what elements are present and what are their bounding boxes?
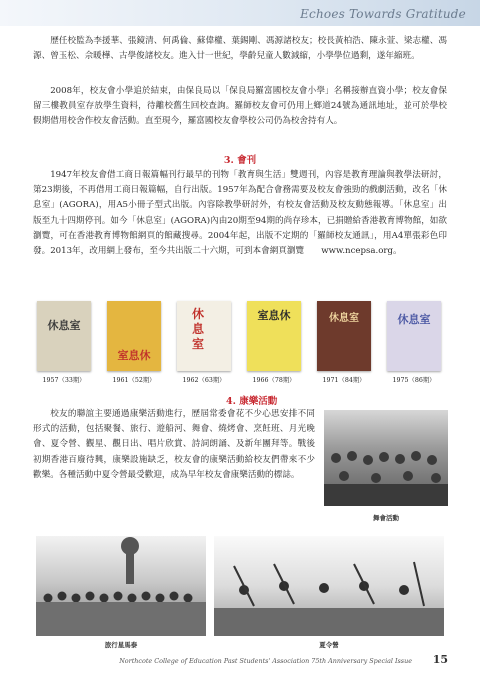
cover-caption: 1962（63期） [182, 377, 226, 384]
cover-1971 [317, 301, 371, 371]
cover-caption: 1966（78期） [252, 377, 296, 384]
cover-title: 室息休 [117, 349, 151, 362]
footer-text: Northcote College of Education Past Students' Association 75th Anniversary Special Issue [119, 657, 412, 665]
camp-photo [214, 536, 444, 636]
cover-1975 [387, 301, 441, 371]
cover-1961 [107, 301, 161, 371]
page-number: 15 [432, 653, 448, 666]
photo-caption: 夏令營 [319, 641, 339, 649]
header-title: Echoes Towards Gratitude [300, 7, 466, 21]
cover-1957 [37, 301, 91, 371]
photo-caption: 舞會活動 [373, 514, 399, 522]
cover-title: 休息室 [397, 313, 431, 326]
photo-caption: 旅行星馬泰 [104, 641, 138, 649]
cover-title: 休息室 [191, 307, 204, 351]
dance-photo [324, 410, 448, 506]
cover-caption: 1975（86期） [392, 377, 436, 384]
cover-1962 [177, 301, 231, 371]
cover-caption: 1957（33期） [42, 377, 86, 384]
cover-caption: 1961（52期） [112, 377, 156, 384]
newsletter-covers [33, 301, 447, 393]
paragraph-principals: 歷任校監為李援華、張鏡清、何禹倫、蘇偉權、葉錫剛、馮源諸校友；校長黃柏浩、陳永萱、梁志權、馮源、曾玉松、佘暖樺、古學俊諸校友。進入廿一世紀，學齡兒童人數減縮，小學學位過剩，遂年縮班。 [33, 36, 447, 62]
paragraph-newsletter: 1947年校友會借工商日報篇幅刊行最早的刊物「教育與生活」雙週刊，內容是教育理論與教學法研討，第23期後，不再借用工商日報篇幅，自行出版。1957年為配合會務需要及校友會強勁的戲劇活動，改名「休息室」(AGORA)，用A5小冊子型式出版。內容除教學研討外，有校友會活動及校友動態報導。「休息室」出版至九十四期停刊。如今「休息室」(AGORA)內由20期至94期的尚存珍本，已捐贈給香港教育博物館，如欲瀏覽，可在香港教育博物館網頁的館藏搜尋。2004年起，出版不定期的「羅師校友通訊」，用A4單張彩色印發。2013年，改用網上發布，至今共出版二十六期，可到本會網頁瀏覽 www.ncepsa.org。 [33, 170, 447, 257]
kayak-figures [214, 536, 444, 636]
section-heading-newsletter: 3. 會刊 [223, 155, 257, 166]
cover-caption: 1971（84期） [322, 377, 366, 384]
cover-title: 休息室 [329, 313, 359, 324]
section-heading-activities: 4. 康樂活動 [226, 396, 278, 407]
cover-1966 [247, 301, 301, 371]
cover-title: 室息休 [257, 309, 291, 322]
paragraph-activities: 校友的聯誼主要通過康樂活動進行，歷屆常委會花不少心思安排不同形式的活動，包括聚餐、旅行、遊船河、舞會、燒烤會、烹飪班、月光晚會、夏令營、觀星、觀日出、唱片欣賞、詩詞朗誦、及新年團拜等。戰後初期香港百廢待興，康樂設施缺乏，校友會的康樂活動給校友們帶來不少歡樂。各種活動中夏令營最受歡迎，成為早年校友會康樂活動的標誌。 [33, 409, 315, 480]
cover-background [37, 301, 91, 371]
group-photo-figures [324, 410, 448, 506]
trip-photo [36, 536, 206, 636]
group-photo-figures [36, 536, 206, 636]
paragraph-2008: 2008年，校友會小學追於結束，由保良局以「保良局羅富國校友會小學」名稱接辦直資小學；校友會保留三樓教員室存放學生資料，待離校舊生回校查詢。羅師校友會可仍用上鄉道24號為通訊地址，並可於學校假期借用校舍作校友會活動。直至現今，羅富國校友會學校公司仍為校舍持有人。 [33, 86, 447, 127]
cover-title: 休息室 [47, 319, 81, 332]
